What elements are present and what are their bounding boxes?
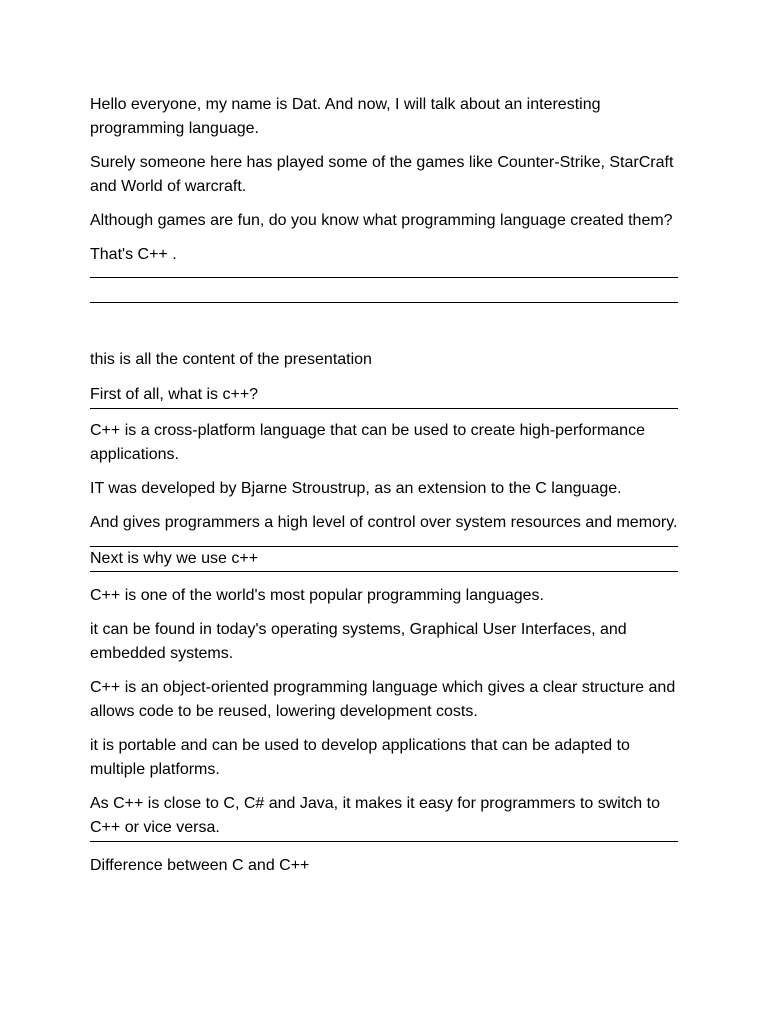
section-paragraph: it is portable and can be used to develop applications that can be adapted to multiple platforms. <box>90 737 630 778</box>
section-paragraph: it can be found in today's operating systems, Graphical User Interfaces, and embedded systems. <box>90 621 627 662</box>
section-paragraph: C++ is one of the world's most popular programming languages. <box>90 587 544 604</box>
contents-line: this is all the content of the presentation <box>90 351 372 368</box>
horizontal-rule <box>90 277 678 278</box>
section-paragraph: And gives programmers a high level of control over system resources and memory. <box>90 514 678 531</box>
document-body <box>90 93 678 878</box>
intro-paragraph: Hello everyone, my name is Dat. And now, I will talk about an interesting programming language. <box>90 96 601 137</box>
intro-paragraph: Surely someone here has played some of the games like Counter-Strike, StarCraft and World of warcraft. <box>90 154 674 195</box>
horizontal-rule <box>90 571 678 572</box>
section-paragraph: C++ is an object-oriented programming language which gives a clear structure and allows code to be reused, lowering development costs. <box>90 679 676 720</box>
section-paragraph: As C++ is close to C, C# and Java, it makes it easy for programmers to switch to C++ or vice versa. <box>90 795 660 836</box>
section-heading-why-use-cpp: Next is why we use c++ <box>90 550 259 567</box>
section-heading-difference-c-cpp: Difference between C and C++ <box>90 857 310 874</box>
intro-paragraph: That's C++ . <box>90 246 177 263</box>
horizontal-rule <box>90 302 678 303</box>
section-heading-what-is-cpp: First of all, what is c++? <box>90 386 259 403</box>
section-paragraph: C++ is a cross-platform language that can be used to create high-performance applications. <box>90 422 645 463</box>
intro-paragraph: Although games are fun, do you know what programming language created them? <box>90 212 673 229</box>
horizontal-rule <box>90 408 678 409</box>
horizontal-rule <box>90 841 678 842</box>
section-paragraph: IT was developed by Bjarne Stroustrup, as an extension to the C language. <box>90 480 622 497</box>
